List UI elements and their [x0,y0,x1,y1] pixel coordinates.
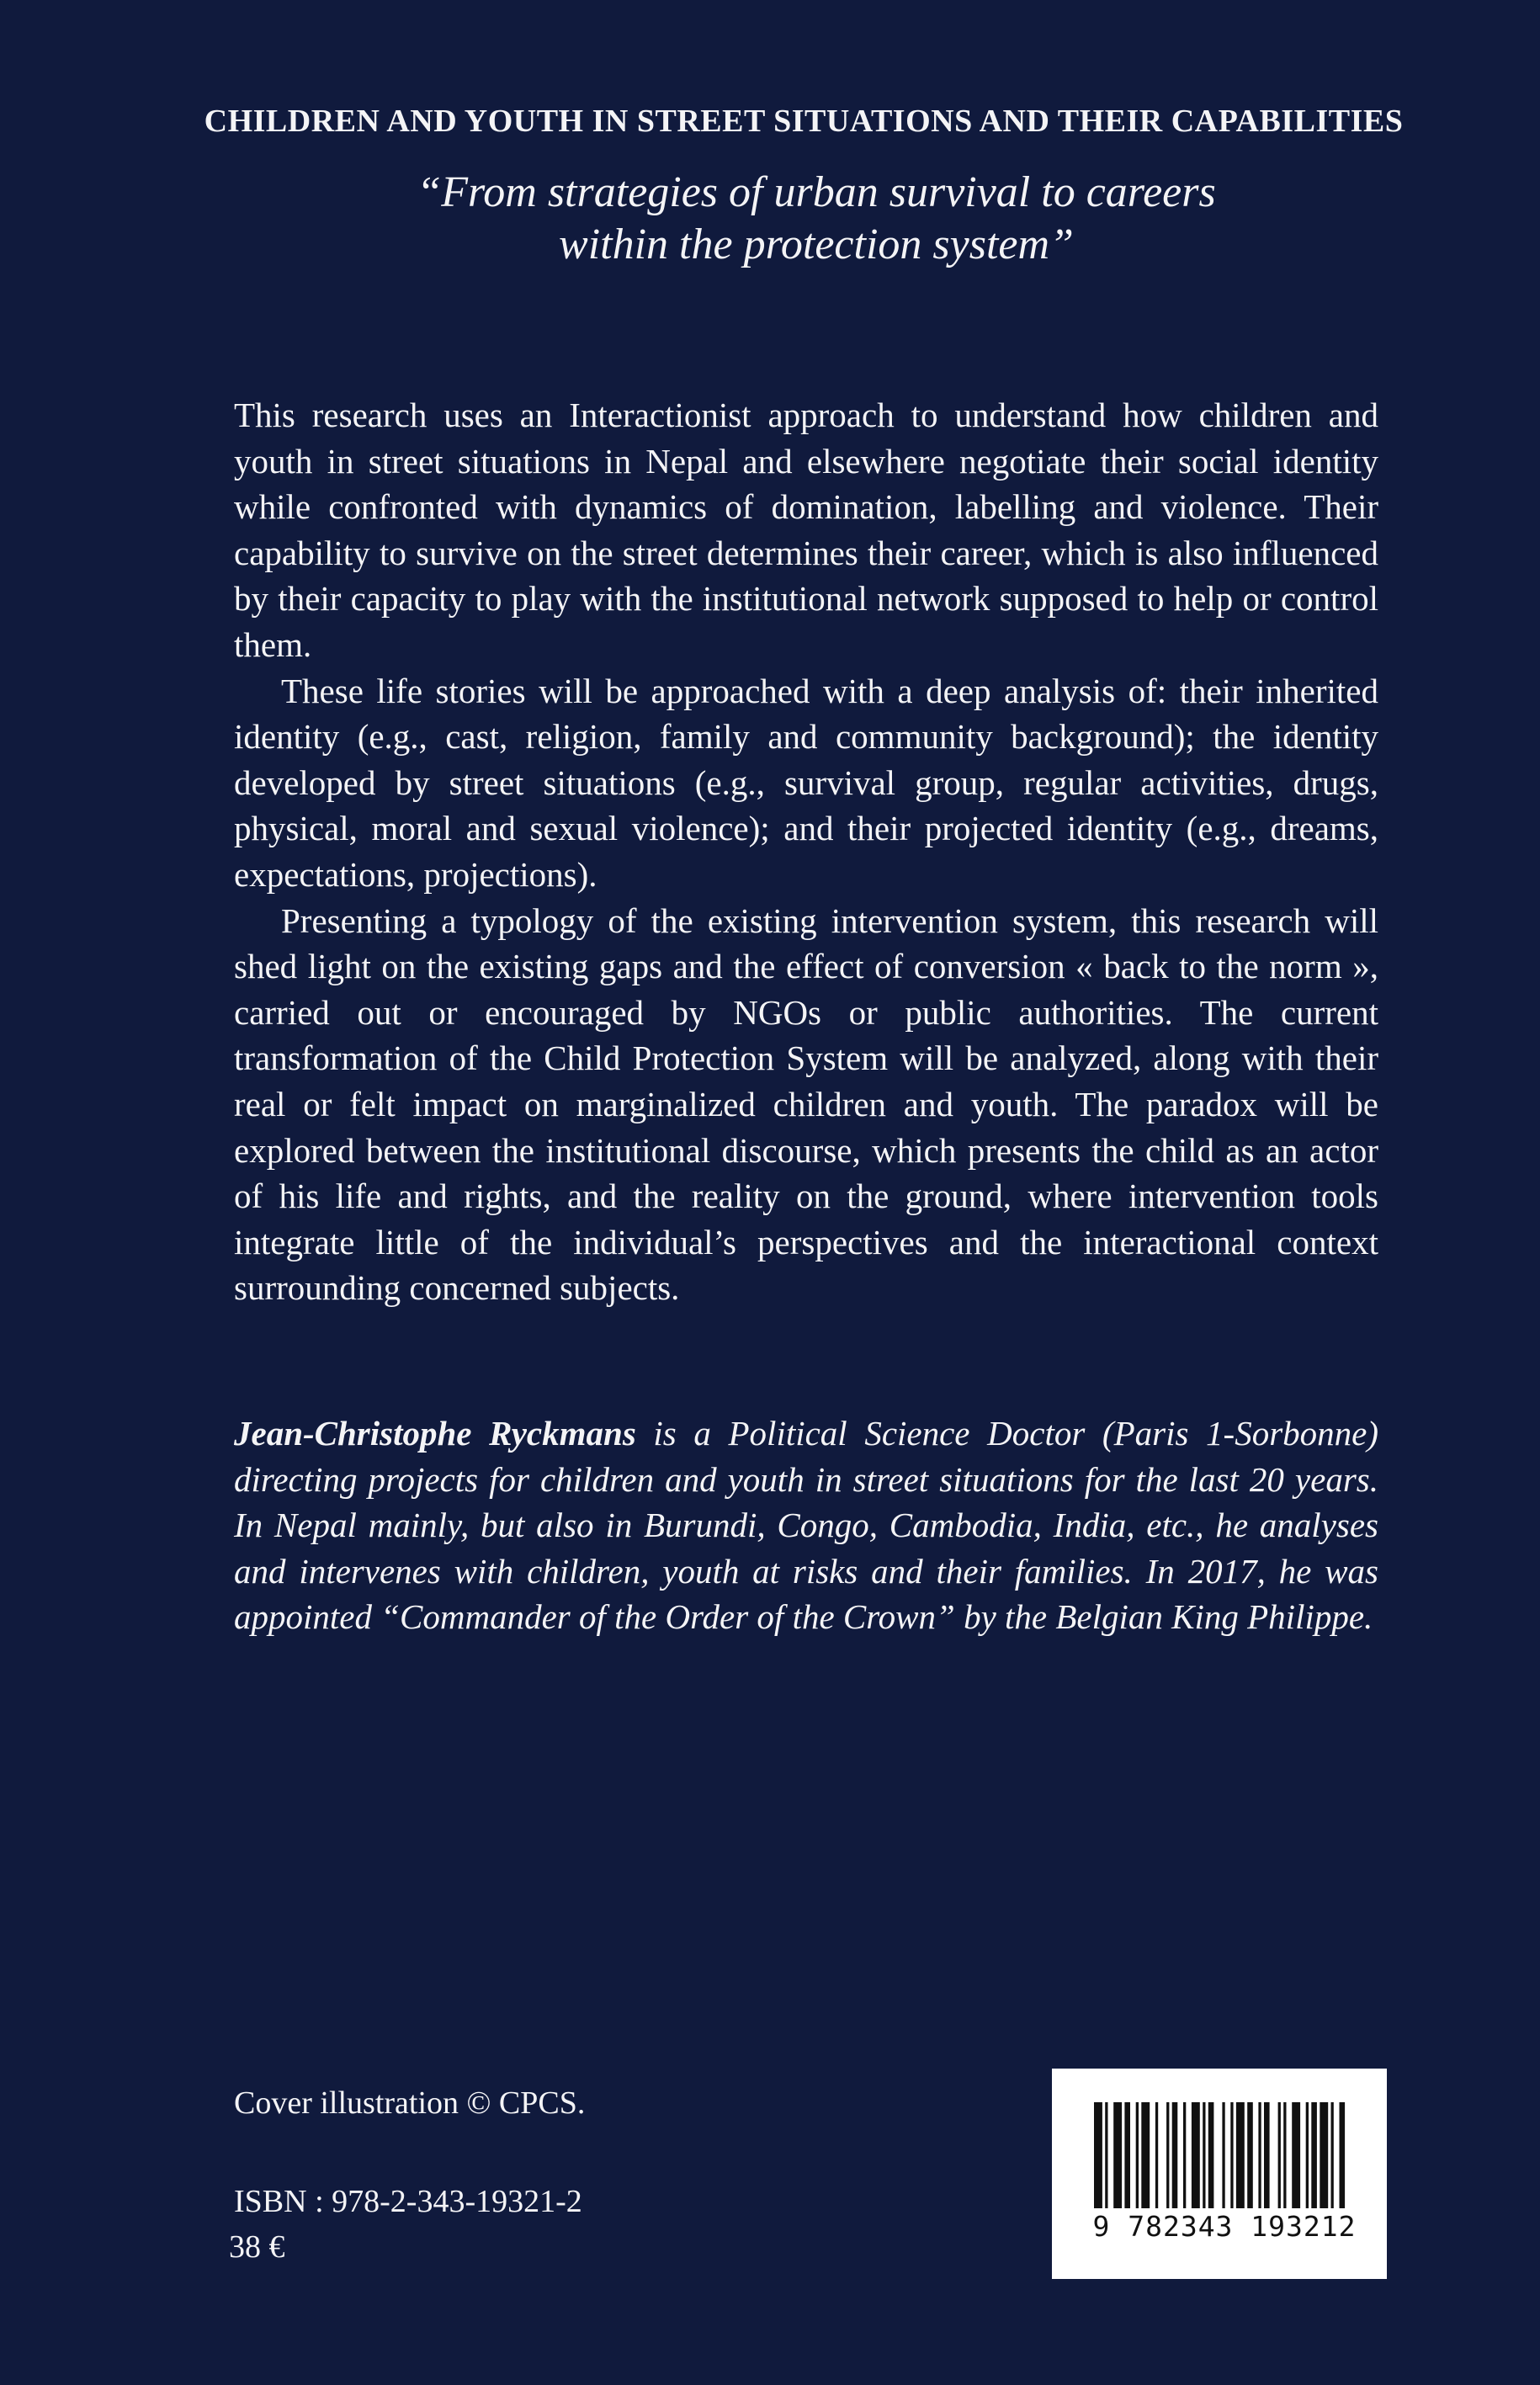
author-bio [234,1410,1378,1640]
book-subtitle [252,167,1380,271]
subtitle-line-1: “From strategies of urban survival to careers [417,168,1216,216]
barcode-bar [1124,2102,1130,2208]
barcode-bar [1264,2102,1270,2208]
barcode-bar [1094,2102,1102,2208]
author-bio-text: is a Political Science Doctor (Paris 1-Sorbonne) directing projects for children and youth in street situations for the last 20 years. In Nepal mainly, but also in Burundi, Congo, Cambodia, India, etc., he analyses and intervenes with children, youth at risks and their families. In 2017, he was appointed “Commander of the Order of the Crown” by the Belgian King Philippe. [234,1414,1378,1637]
barcode-bar [1292,2102,1300,2208]
subtitle-line-2: within the protection system” [559,220,1074,268]
barcode-bar [1311,2102,1317,2208]
barcode-bar [1183,2102,1186,2208]
book-title: CHILDREN AND YOUTH IN STREET SITUATIONS AND THEIR CAPABILITIES [204,104,1404,139]
barcode-bar [1331,2102,1334,2208]
barcode-bar [1113,2102,1122,2208]
isbn: ISBN : 978-2-343-19321-2 [234,2184,582,2219]
barcode-bar [1258,2102,1261,2208]
cover-credit: Cover illustration © CPCS. [234,2085,586,2121]
barcode-bar [1320,2102,1328,2208]
barcode-bar [1136,2102,1139,2208]
barcode-bar [1236,2102,1245,2208]
barcode-bar [1247,2102,1253,2208]
barcode-bar [1155,2102,1158,2208]
barcode-bar [1203,2102,1205,2208]
barcode-bar [1230,2102,1233,2208]
summary-paragraph-3: Presenting a typology of the existing intervention system, this research will shed light on the existing gaps and the effect of conversion « back to the norm », carried out or encouraged by NGOs or public authorities. The current transformation of the Child Protection System will be analyzed, along with their real or felt impact on marginalized children and youth. The paradox will be explored between the institutional discourse, which presents the child as an actor of his life and rights, and the reality on the ground, where intervention tools integrate little of the individual’s perspectives and the interactional context surrounding concerned subjects. [234,900,1378,1308]
barcode-bar [1306,2102,1309,2208]
summary-paragraph-1: This research uses an Interactionist approach to understand how children and youth in street situations in Nepal and elsewhere negotiate their social identity while confronted with dynamics of domination, labelling and violence. Their capability to survive on the street determines their career, which is also influenced by their capacity to play with the institutional network supposed to help or control them. [234,396,1378,664]
barcode-bar [1222,2102,1224,2208]
barcode [1052,2069,1387,2279]
barcode-bar [1166,2102,1169,2208]
barcode-bar [1283,2102,1286,2208]
author-name: Jean-Christophe Ryckmans [234,1414,636,1453]
barcode-bar [1208,2102,1214,2208]
price: 38 € [229,2229,285,2265]
summary-paragraph-2: These life stories will be approached with a deep analysis of: their inherited identity (e.g., cast, religion, family and community background); the identity developed by street situations (e.g., survival group, regular activities, drugs, physical, moral and sexual violence); and their projected identity (e.g., dreams, expectations, projections). [234,671,1378,894]
barcode-bar [1340,2102,1346,2208]
barcode-bars [1052,2069,1387,2279]
barcode-bar [1192,2102,1200,2208]
barcode-bar [1172,2102,1178,2208]
barcode-bar [1278,2102,1281,2208]
summary-text [234,392,1378,1311]
barcode-bar [1141,2102,1150,2208]
barcode-digits: 9 782343 193212 [1092,2210,1357,2243]
barcode-bar [1105,2102,1107,2208]
